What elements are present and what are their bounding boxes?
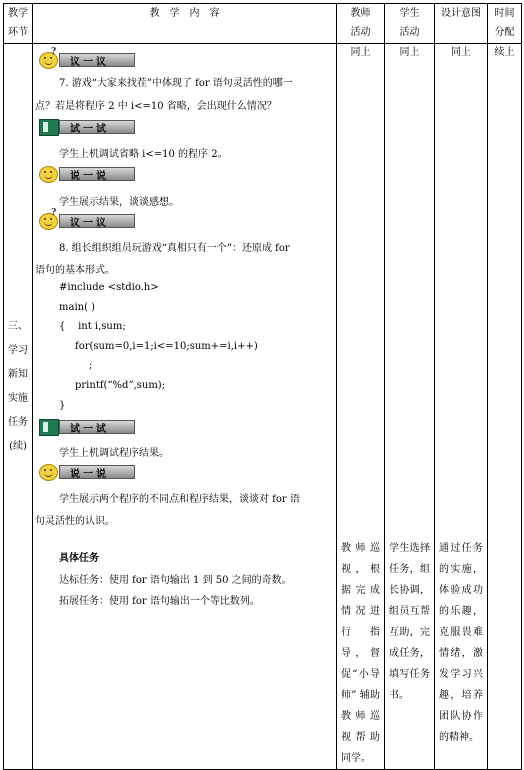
same-as-above: 同上 [399,47,420,58]
stage-line: (续) [9,441,27,452]
header-stage: 教学 环节 [4,4,33,44]
try-text: 学生上机调试程序结果。 [59,448,169,459]
tag-label: 试一试 [59,120,135,134]
header-student: 学生 活动 [385,4,435,44]
say-text: 学生展示结果，谈谈感想。 [59,197,179,208]
say-text: 句灵活性的认识。 [35,516,115,527]
teacher-activity: 教师巡视，根据完成情况进行指导，督促“小导师” 辅助教师巡视帮助同学。 [341,543,380,764]
stage-line: 学习 [8,345,28,356]
try-tag [37,119,135,135]
say-tag [37,166,135,182]
tag-label: 议一议 [59,53,135,67]
student-activity: 学生选择任务，组长协调，组员互帮互助，完成任务，填写任务书。 [389,543,430,701]
header-time: 时间 分配 [488,4,522,44]
stage-cell [4,44,33,770]
content-cell [33,44,337,770]
code-line: ; [89,360,93,371]
design-cell [435,44,488,770]
discuss-tag [37,47,135,68]
header-design: 设计意图 [435,4,488,44]
design-intent: 通过任务的实施，体验成功的乐趣，克服畏难情绪，激发学习兴趣，培养团队协作的精神。 [439,543,483,743]
smiley-icon [37,463,59,481]
stage-line: 任务 [8,417,28,428]
try-text: 学生上机调试省略 i<=10 的程序 2。 [59,149,228,160]
stage-line: 实施 [8,393,28,404]
smiley-icon [37,165,59,183]
time-note: 续上 [494,47,515,58]
q7-line: 点？若是将程序 2 中 i<=10 省略，会出现什么情况？ [35,101,277,112]
code-line: main( ) [59,302,96,313]
say-text: 学生展示两个程序的不同点和程序结果，谈谈对 for 语 [59,494,300,505]
student-cell [385,44,435,770]
thinking-face-icon: ? [37,212,59,230]
header-content: 教 学 内 容 [33,4,337,44]
stage-line: 新知 [8,369,28,380]
task-title: 具体任务 [59,553,99,564]
try-tag [37,419,135,435]
code-line: #include <stdio.h> [59,282,159,293]
tag-label: 试一试 [59,420,135,434]
discuss-tag [37,208,135,229]
lesson-plan-table [3,3,522,770]
header-teacher: 教师 活动 [337,4,385,44]
code-line: { int i,sum; [59,321,126,332]
same-as-above: 同上 [350,47,371,58]
stage-line: 三、 [8,321,28,332]
say-tag [37,464,135,480]
header-row [4,4,522,44]
book-icon [37,418,59,436]
code-line: printf(“%d”,sum); [75,380,166,391]
task-extended: 拓展任务：使用 for 语句输出一个等比数列。 [59,596,260,607]
q7-line: 7. 游戏“大家来找茬”中体现了 for 语句灵活性的哪一 [59,78,293,89]
tag-label: 说一说 [59,465,135,479]
body-row [4,44,522,770]
thinking-face-icon: ? [37,51,59,69]
q8-line: 语句的基本形式。 [35,265,115,276]
tag-label: 议一议 [59,214,135,228]
code-line: for(sum=0,i=1;i<=10;sum+=i,i++) [75,341,258,352]
time-cell [488,44,522,770]
tag-label: 说一说 [59,167,135,181]
teacher-cell [337,44,385,770]
same-as-above: 同上 [451,47,471,58]
book-icon [37,118,59,136]
q8-line: 8. 组长组织组员玩游戏“真相只有一个”：还原成 for [59,243,290,254]
code-line: } [59,400,66,411]
task-basic: 达标任务：使用 for 语句输出 1 到 50 之间的奇数。 [59,575,292,586]
